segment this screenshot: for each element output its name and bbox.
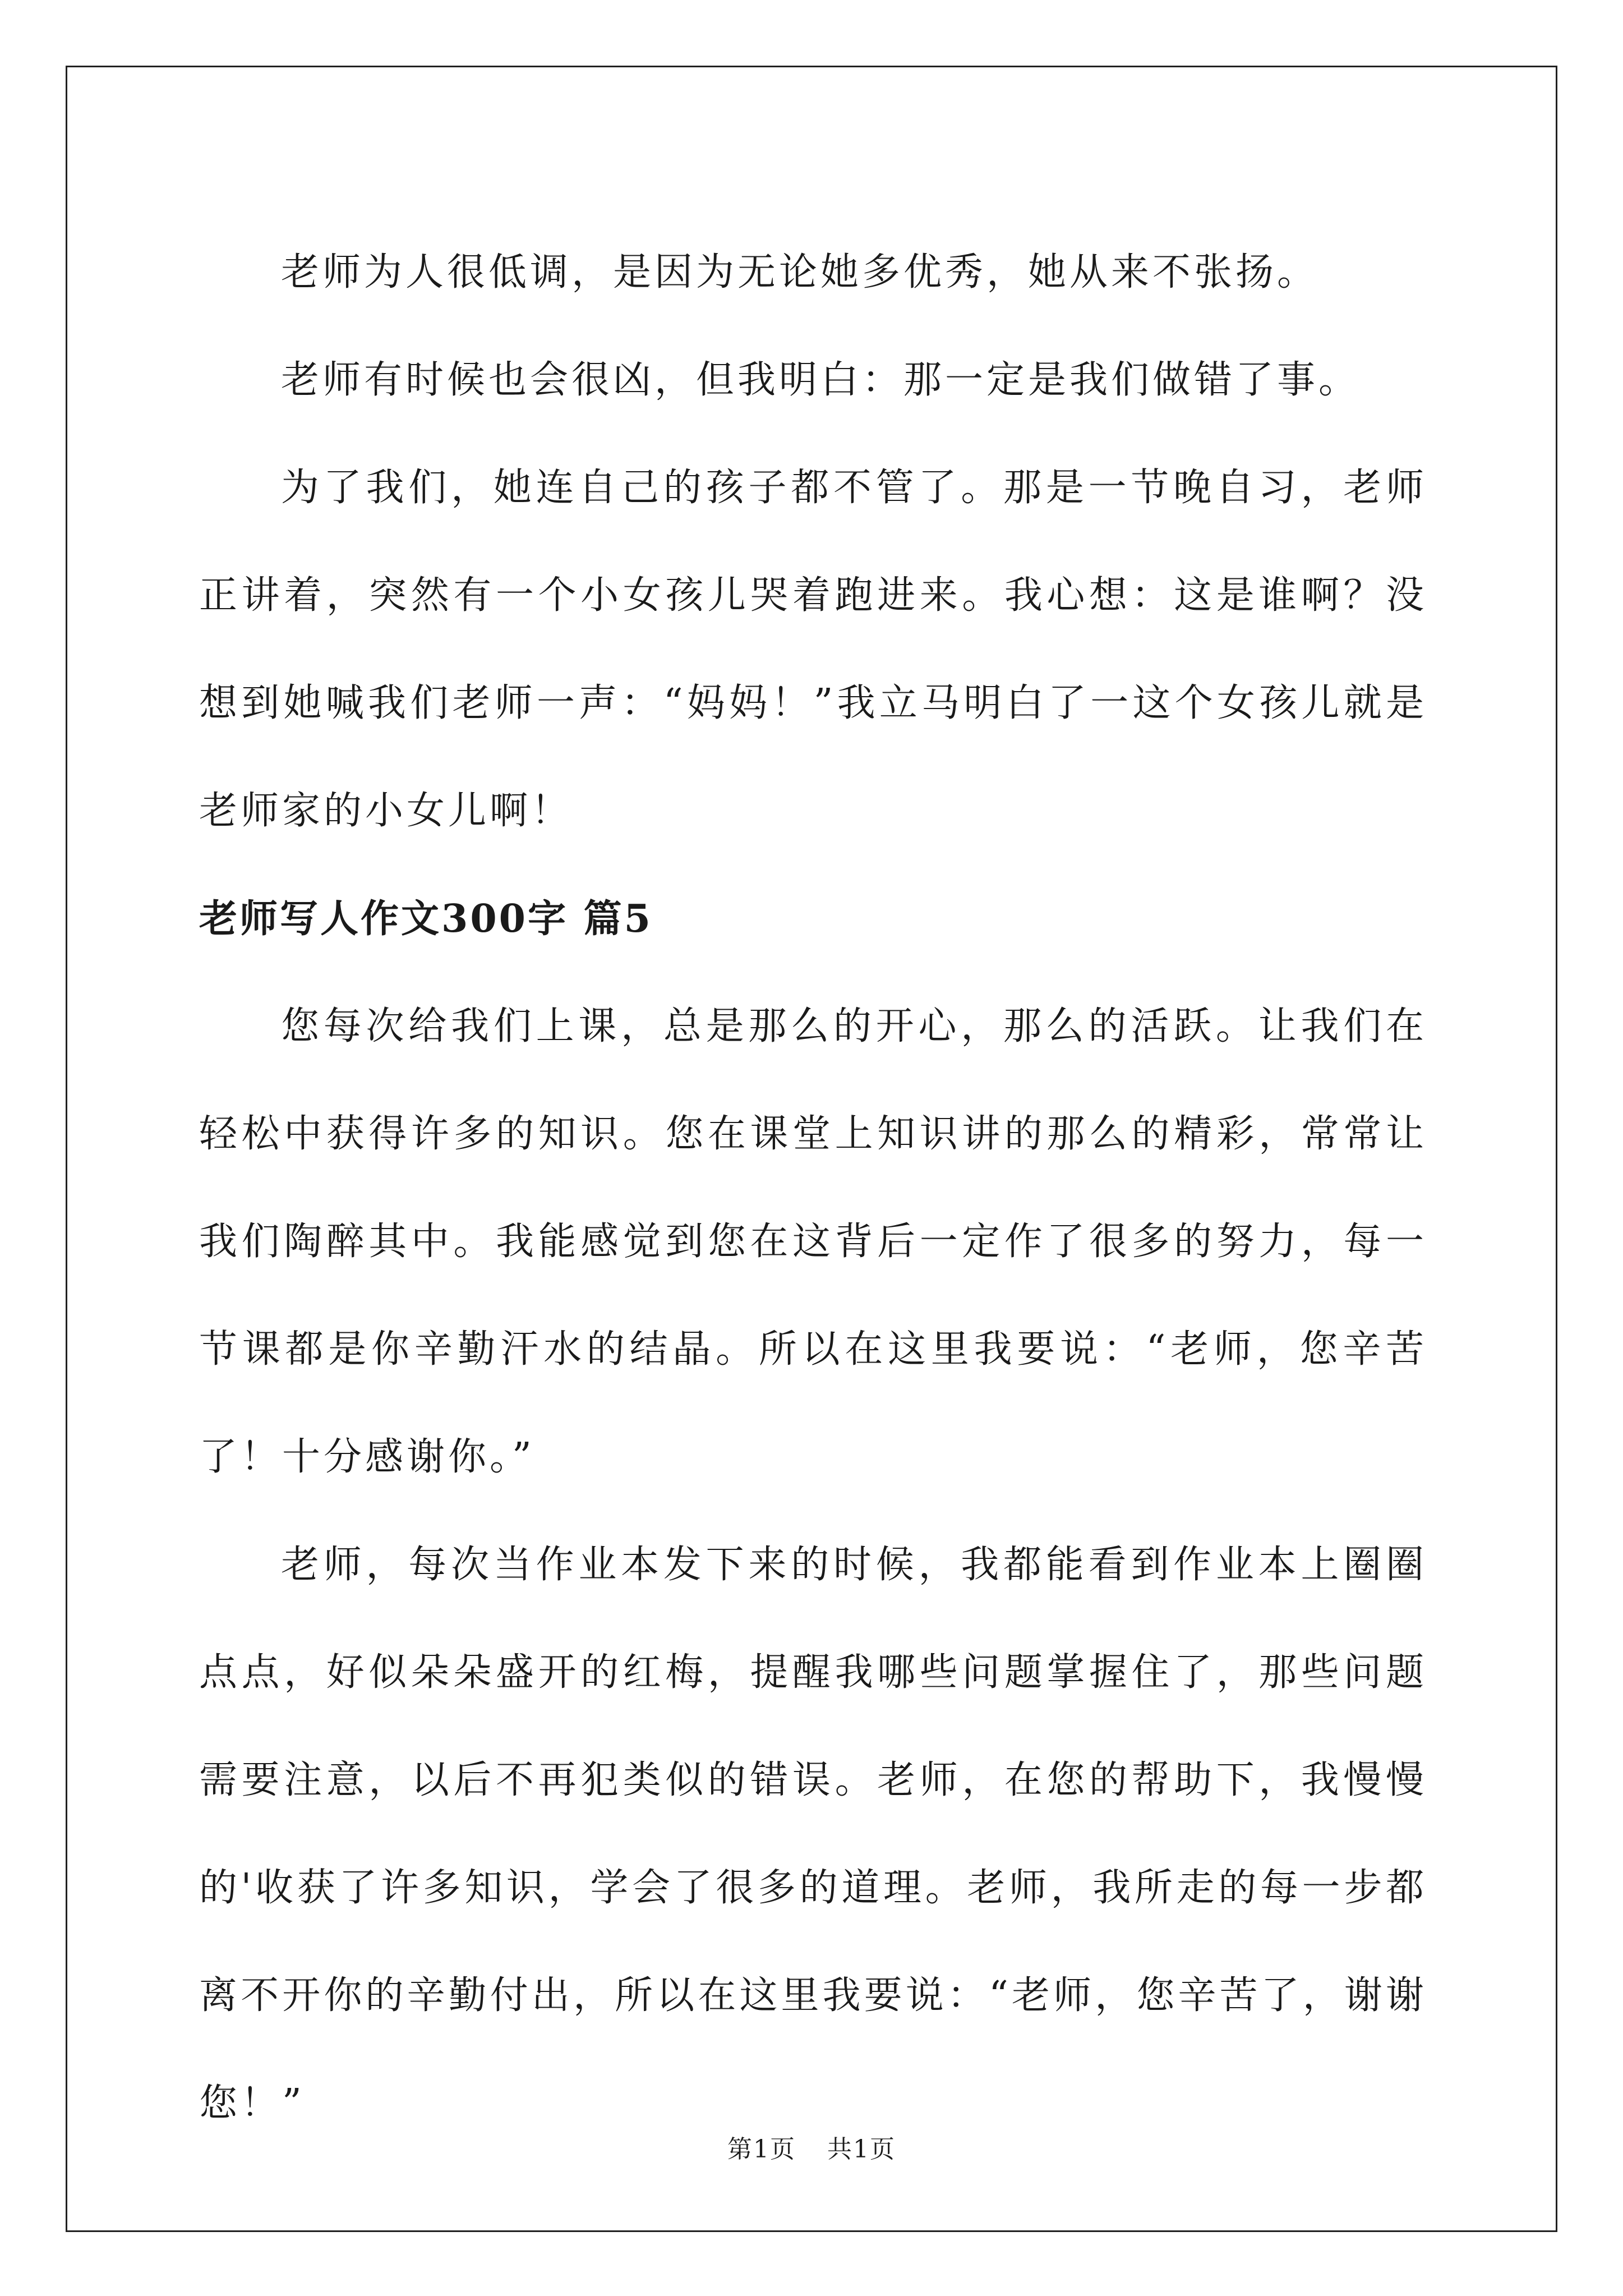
paragraph: 您每次给我们上课，总是那么的开心，那么的活跃。让我们在轻松中获得许多的知识。您在课堂上知识讲的那么的精彩，常常让我们陶醉其中。我能感觉到您在这背后一定作了很多的努力，每一节课都是你辛勤汗水的结晶。所以在这里我要说：“老师，您辛苦了！十分感谢你。” xyxy=(199,1004,1427,1479)
page-number: 第1页 xyxy=(727,2135,796,2164)
paragraph: 老师，每次当作业本发下来的时候，我都能看到作业本上圈圈点点，好似朵朵盛开的红梅，提醒我哪些问题掌握住了，那些问题需要注意，以后不再犯类似的错误。老师，在您的帮助下，我慢慢的'收获了许多知识，学会了很多的道理。老师，我所走的每一步都离不开你的辛勤付出，所以在这里我要说：“老师，您辛苦了，谢谢您！” xyxy=(199,1543,1427,2125)
paragraph: 老师有时候也会很凶，但我明白：那一定是我们做错了事。 xyxy=(281,358,1361,402)
page-total: 共1页 xyxy=(827,2135,896,2164)
page-footer xyxy=(0,2133,1623,2166)
paragraph: 为了我们，她连自己的孩子都不管了。那是一节晚自习，老师正讲着，突然有一个小女孩儿哭着跑进来。我心想：这是谁啊？没想到她喊我们老师一声：“妈妈！”我立马明白了一这个女孩儿就是老师家的小女儿啊！ xyxy=(199,466,1427,833)
document-body xyxy=(199,219,1427,2157)
section-heading: 老师写人作文300字 篇5 xyxy=(199,896,653,941)
paragraph: 老师为人很低调，是因为无论她多优秀，她从来不张扬。 xyxy=(281,250,1319,295)
